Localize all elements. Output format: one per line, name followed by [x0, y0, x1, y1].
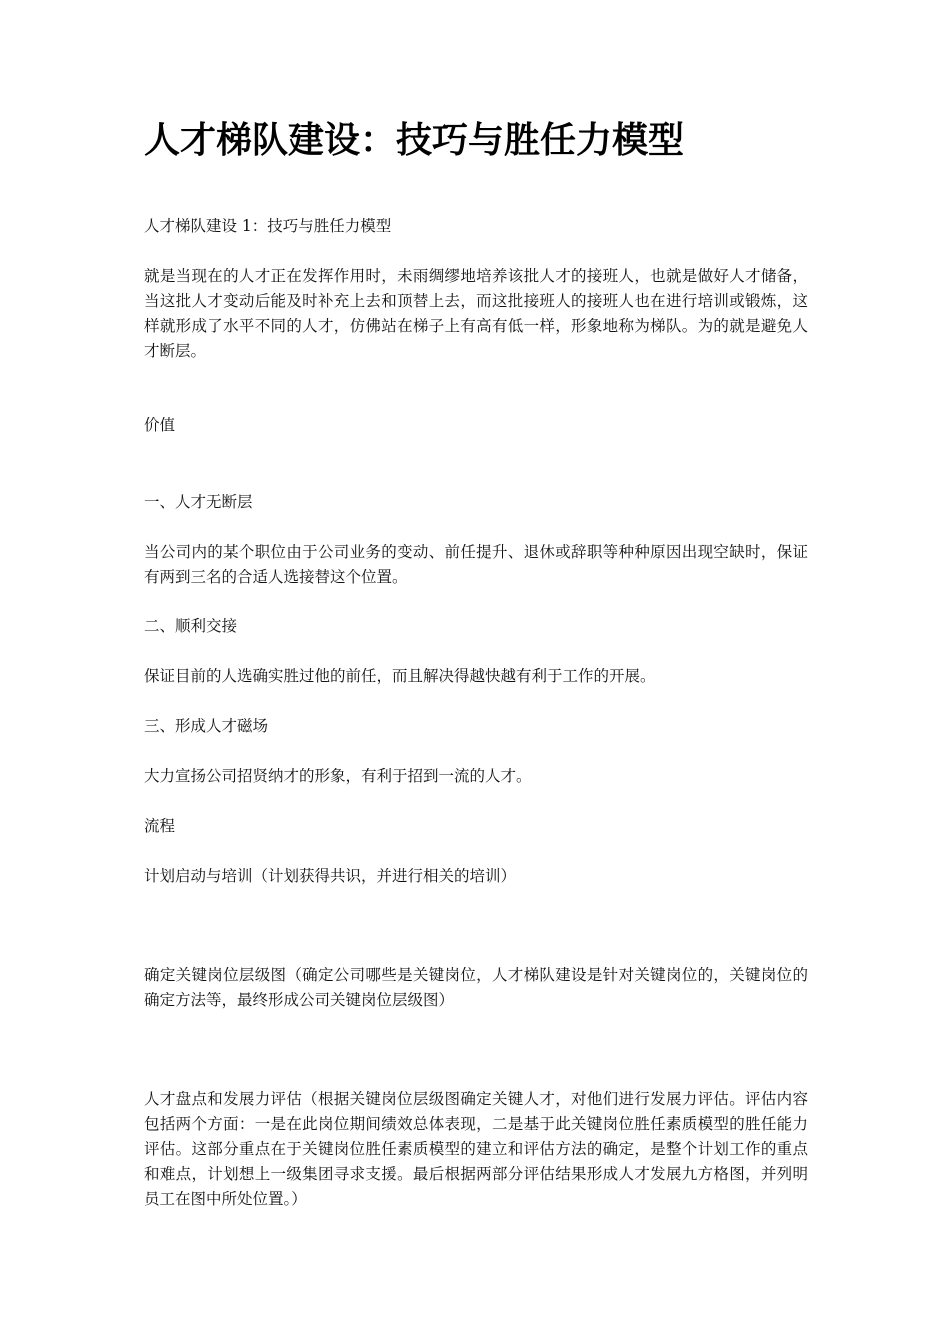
point2-heading: 二、顺利交接 [144, 617, 238, 635]
process-step-1: 计划启动与培训（计划获得共识，并进行相关的培训） [144, 867, 517, 885]
process-heading: 流程 [144, 817, 176, 835]
point2-text: 保证目前的人选确实胜过他的前任，而且解决得越快越有利于工作的开展。 [144, 667, 656, 685]
point1-text: 当公司内的某个职位由于公司业务的变动、前任提升、退休或辞职等种种原因出现空缺时，保证有两到三名的合适人选接替这个位置。 [144, 543, 808, 586]
document-subtitle: 人才梯队建设 1：技巧与胜任力模型 [144, 217, 392, 235]
value-heading: 价值 [144, 416, 176, 434]
process-step-2: 确定关键岗位层级图（确定公司哪些是关键岗位，人才梯队建设是针对关键岗位的，关键岗位的确定方法等，最终形成公司关键岗位层级图） [144, 966, 808, 1009]
point3-text: 大力宣扬公司招贤纳才的形象，有利于招到一流的人才。 [144, 767, 532, 785]
process-step-3: 人才盘点和发展力评估（根据关键岗位层级图确定关键人才，对他们进行发展力评估。评估内容包括两个方面：一是在此岗位期间绩效总体表现，二是基于此关键岗位胜任素质模型的胜任能力评估。这部分重点在于关键岗位胜任素质模型的建立和评估方法的确定，是整个计划工作的重点和难点，计划想上一级集团寻求支援。最后根据两部分评估结果形成人才发展九方格图，并列明员工在图中所处位置。） [144, 1090, 808, 1208]
intro-paragraph: 就是当现在的人才正在发挥作用时，未雨绸缪地培养该批人才的接班人，也就是做好人才储备，当这批人才变动后能及时补充上去和顶替上去，而这批接班人的接班人也在进行培训或锻炼，这样就形成了水平不同的人才，仿佛站在梯子上有高有低一样，形象地称为梯队。为的就是避免人才断层。 [144, 267, 808, 360]
point1-heading: 一、人才无断层 [144, 493, 253, 511]
document-title: 人才梯队建设：技巧与胜任力模型 [144, 120, 685, 161]
point3-heading: 三、形成人才磁场 [144, 717, 269, 735]
